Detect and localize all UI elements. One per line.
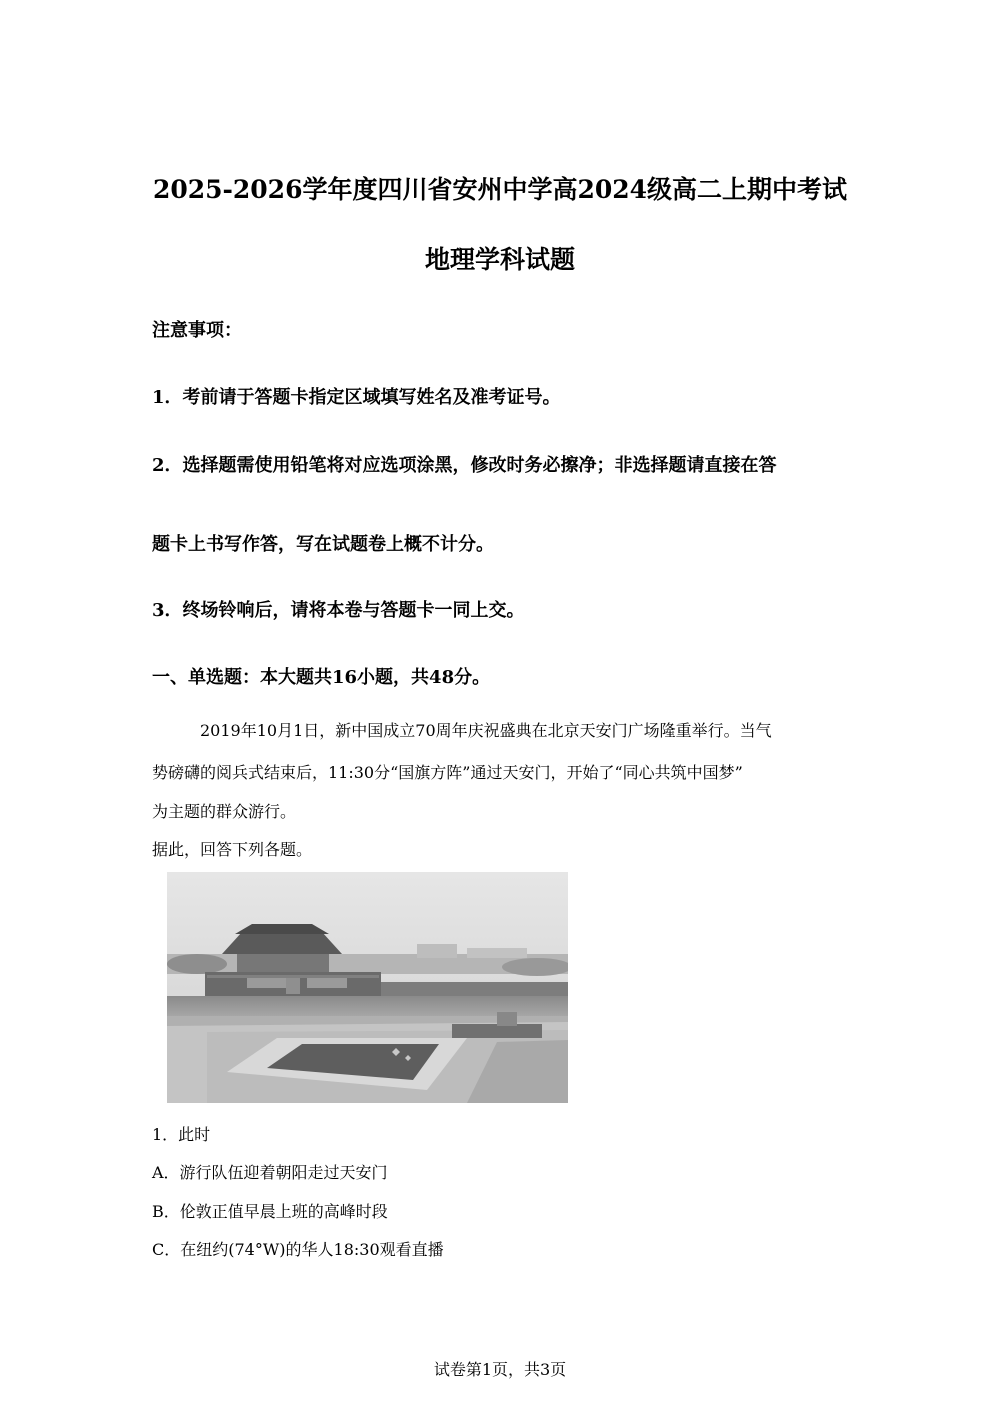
- tiananmen-parade-photo: [167, 872, 568, 1103]
- notice-item-2-line-1: 2．选择题需使用铅笔将对应选项涂黑，修改时务必擦净；非选择题请直接在答: [152, 455, 777, 476]
- question-1-option-b: B．伦敦正值早晨上班的高峰时段: [152, 1202, 388, 1221]
- question-1-stem: 1．此时: [152, 1125, 211, 1144]
- question-1-option-c: C．在纽约(74°W)的华人18:30观看直播: [152, 1240, 444, 1259]
- passage-prompt: 据此，回答下列各题。: [152, 840, 313, 859]
- section-heading: 一、单选题：本大题共16小题，共48分。: [152, 667, 491, 688]
- passage-line-2: 势磅礴的阅兵式结束后，11:30分“国旗方阵”通过天安门，开始了“同心共筑中国梦”: [152, 763, 743, 782]
- notice-item-2-line-2: 题卡上书写作答，写在试题卷上概不计分。: [152, 534, 494, 555]
- notice-item-3: 3．终场铃响后，请将本卷与答题卡一同上交。: [152, 600, 525, 621]
- notice-heading: 注意事项：: [152, 320, 242, 341]
- exam-title: 2025-2026学年度四川省安州中学高2024级高二上期中考试: [152, 175, 848, 204]
- page-footer: 试卷第1页，共3页: [433, 1360, 567, 1379]
- passage-line-3: 为主题的群众游行。: [152, 802, 297, 821]
- passage-line-1: 2019年10月1日，新中国成立70周年庆祝盛典在北京天安门广场隆重举行。当气: [200, 721, 772, 740]
- question-1-option-a: A．游行队伍迎着朝阳走过天安门: [152, 1163, 388, 1182]
- exam-subtitle: 地理学科试题: [424, 245, 575, 274]
- notice-item-1: 1．考前请于答题卡指定区域填写姓名及准考证号。: [152, 387, 561, 408]
